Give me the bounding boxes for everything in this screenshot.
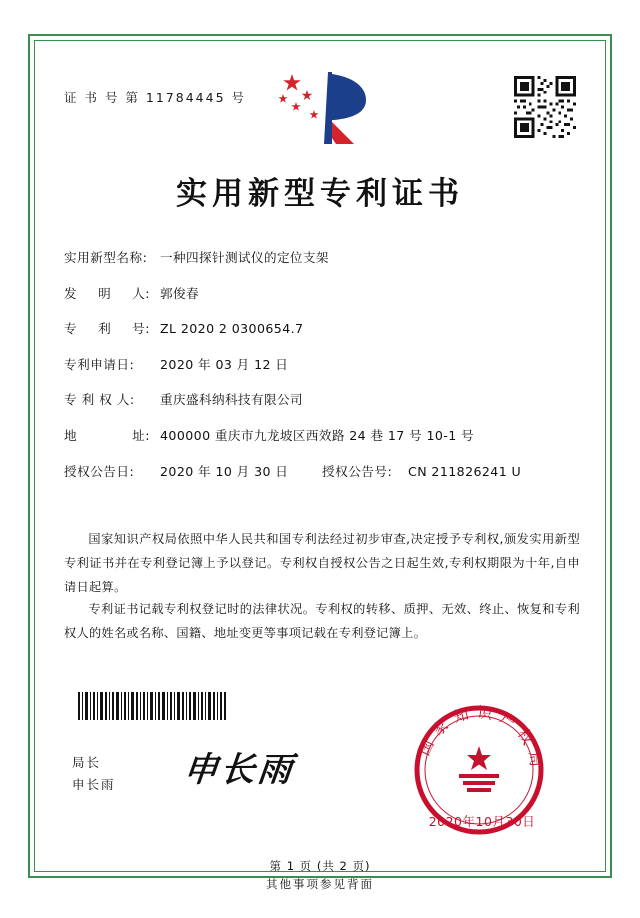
field-value-grant-number: CN 211826241 U [408,463,522,479]
field-value-grant-date: 2020 年 10 月 30 日 [160,463,289,479]
paragraph-2-text: 专利证书记载专利权登记时的法律状况。专利权的转移、质押、无效、终止、恢复和专利权人的姓名或名称、国籍、地址变更等事项记载在专利登记簿上。 [64,602,580,640]
field-label-application-date: 专利申请日: [64,356,135,372]
field-label-patentee: 专 利 权 人: [64,392,135,408]
grant-date-group [64,463,322,479]
field-list [64,252,582,501]
grant-number-group [322,463,522,479]
patent-office-logo-icon [270,68,380,148]
field-value-application-date: 2020 年 03 月 12 日 [160,356,289,372]
field-value-inventor: 郭俊春 [160,285,199,301]
field-label-patent-number: 专 利 号: [64,321,150,337]
field-row-patentee [64,394,582,407]
field-value-patent-number: ZL 2020 2 0300654.7 [160,321,304,337]
field-value-patentee: 重庆盛科纳科技有限公司 [160,392,303,408]
footer-note: 其他事项参见背面 [266,877,374,891]
field-row-grant [64,463,582,479]
page-title: 实用新型专利证书 [176,176,464,212]
paragraph-grant-statement [64,528,580,599]
paragraph-legal-status [64,598,580,646]
field-label-grant-date: 授权公告日: [64,463,135,479]
field-row-address [64,427,582,443]
field-row-patent-number [64,323,582,336]
field-label-inventor: 发 明 人: [64,285,150,301]
signature-title-block [72,752,116,796]
barcode [78,692,226,720]
certificate-content [34,40,606,872]
qr-code [514,76,576,138]
field-label-address: 地 址: [64,427,150,443]
page-number: 第 1 页 (共 2 页) [269,859,371,873]
field-value-invention-name: 一种四探针测试仪的定位支架 [160,250,329,265]
certificate-number: 证 书 号 第 11784445 号 [64,90,246,105]
signature-title: 局长 [72,755,102,770]
signature-name: 申长雨 [72,776,116,792]
field-row-application-date [64,356,582,372]
paragraph-1-text: 国家知识产权局依照中华人民共和国专利法经过初步审查,决定授予专利权,颁发实用新型专利证书并在专利登记簿上予以登记。专利权自授权公告之日起生效,专利权期限为十年,自申请日起算。 [64,532,580,594]
field-label-invention-name: 实用新型名称: [64,250,148,265]
field-label-grant-number: 授权公告号: [322,463,393,479]
field-row-inventor [64,285,582,301]
field-value-address: 400000 重庆市九龙坡区西效路 24 巷 17 号 10-1 号 [160,427,475,443]
field-row-invention-name [64,252,582,265]
seal-date: 2020年10月30日 [428,814,536,829]
handwritten-signature: 申长雨 [181,750,297,790]
svg-text:国家知识产权局: 国家知识产权局 [415,703,546,775]
